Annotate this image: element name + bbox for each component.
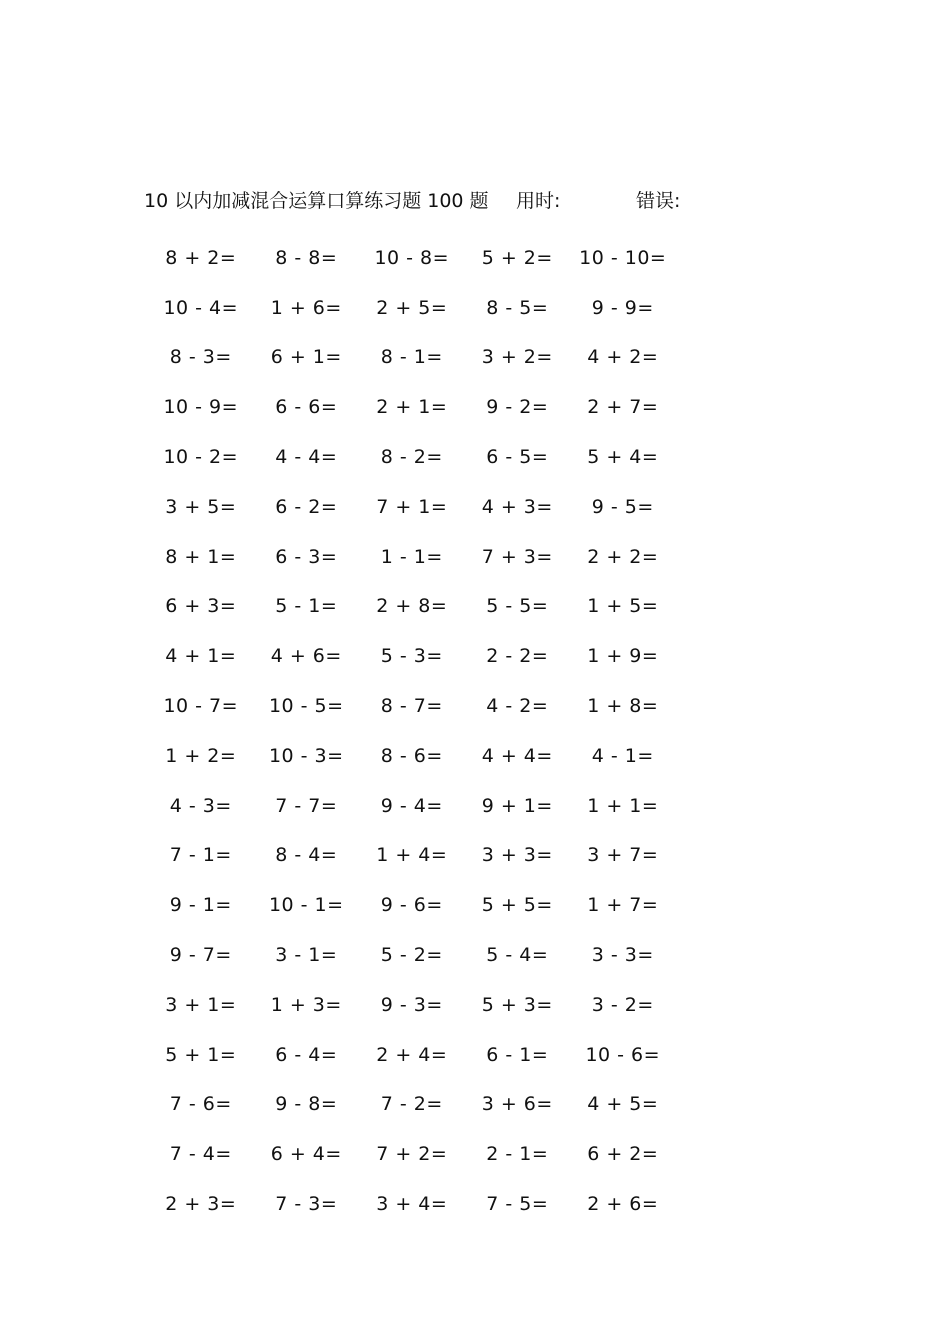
problem-item: 8 - 6= bbox=[380, 744, 443, 767]
problem-item: 8 - 2= bbox=[380, 446, 443, 469]
problem-item: 5 + 5= bbox=[481, 894, 553, 917]
problem-row bbox=[148, 980, 708, 1030]
problem-item: 6 - 2= bbox=[275, 495, 338, 518]
problem-item: 9 - 5= bbox=[591, 495, 654, 518]
problem-item: 2 + 8= bbox=[376, 595, 448, 618]
problem-row bbox=[148, 631, 708, 681]
problem-item: 1 + 8= bbox=[587, 695, 659, 718]
problem-row bbox=[148, 532, 708, 582]
problem-item: 1 + 5= bbox=[587, 595, 659, 618]
problem-item: 7 - 6= bbox=[169, 1093, 232, 1116]
problem-item: 4 - 1= bbox=[591, 744, 654, 767]
problem-item: 8 - 8= bbox=[275, 246, 338, 269]
problem-item: 9 - 2= bbox=[486, 396, 549, 419]
problem-row bbox=[148, 930, 708, 980]
problem-item: 3 + 1= bbox=[165, 993, 237, 1016]
problem-item: 4 - 4= bbox=[275, 446, 338, 469]
worksheet-title: 10 以内加减混合运算口算练习题 100 题 bbox=[144, 190, 489, 212]
problem-item: 2 + 2= bbox=[587, 545, 659, 568]
problem-item: 7 - 4= bbox=[169, 1143, 232, 1166]
problem-item: 7 + 2= bbox=[376, 1143, 448, 1166]
problem-item: 6 - 1= bbox=[486, 1043, 549, 1066]
problem-row bbox=[148, 1129, 708, 1179]
problem-item: 9 - 7= bbox=[169, 944, 232, 967]
problem-item: 8 + 2= bbox=[165, 246, 237, 269]
problem-item: 10 - 7= bbox=[163, 695, 239, 718]
problem-row bbox=[148, 1030, 708, 1080]
problem-item: 6 - 4= bbox=[275, 1043, 338, 1066]
problem-item: 1 + 6= bbox=[270, 296, 342, 319]
worksheet-header bbox=[144, 186, 764, 216]
problem-item: 1 + 9= bbox=[587, 645, 659, 668]
problem-item: 5 + 2= bbox=[481, 246, 553, 269]
problem-item: 10 - 6= bbox=[585, 1043, 661, 1066]
problem-item: 3 - 1= bbox=[275, 944, 338, 967]
problem-item: 4 + 4= bbox=[481, 744, 553, 767]
problem-item: 7 + 3= bbox=[481, 545, 553, 568]
problem-item: 2 + 6= bbox=[587, 1193, 659, 1216]
problem-item: 5 - 1= bbox=[275, 595, 338, 618]
problem-item: 1 - 1= bbox=[380, 545, 443, 568]
problem-row bbox=[148, 1179, 708, 1229]
problem-item: 3 + 7= bbox=[587, 844, 659, 867]
problem-item: 10 - 10= bbox=[579, 246, 667, 269]
problem-item: 10 - 8= bbox=[374, 246, 450, 269]
problem-item: 8 - 3= bbox=[169, 346, 232, 369]
problem-item: 8 - 1= bbox=[380, 346, 443, 369]
problem-item: 6 - 5= bbox=[486, 446, 549, 469]
problem-item: 7 - 5= bbox=[486, 1193, 549, 1216]
problem-row bbox=[148, 432, 708, 482]
error-count-label: 错误: bbox=[636, 190, 681, 212]
problem-item: 1 + 2= bbox=[165, 744, 237, 767]
problem-item: 9 + 1= bbox=[481, 794, 553, 817]
problem-row bbox=[148, 681, 708, 731]
problem-item: 10 - 5= bbox=[268, 695, 344, 718]
problem-row bbox=[148, 333, 708, 383]
problem-row bbox=[148, 233, 708, 283]
problem-row bbox=[148, 781, 708, 831]
problem-item: 4 + 6= bbox=[270, 645, 342, 668]
problem-item: 2 + 4= bbox=[376, 1043, 448, 1066]
problem-grid bbox=[148, 233, 708, 1229]
problem-item: 6 + 2= bbox=[587, 1143, 659, 1166]
problem-item: 5 + 4= bbox=[587, 446, 659, 469]
problem-item: 3 + 4= bbox=[376, 1193, 448, 1216]
problem-item: 10 - 1= bbox=[268, 894, 344, 917]
problem-item: 6 - 6= bbox=[275, 396, 338, 419]
problem-item: 2 - 1= bbox=[486, 1143, 549, 1166]
problem-item: 7 - 1= bbox=[169, 844, 232, 867]
problem-item: 1 + 1= bbox=[587, 794, 659, 817]
problem-item: 7 + 1= bbox=[376, 495, 448, 518]
problem-row bbox=[148, 731, 708, 781]
problem-item: 3 + 5= bbox=[165, 495, 237, 518]
problem-item: 5 - 2= bbox=[380, 944, 443, 967]
problem-item: 8 - 5= bbox=[486, 296, 549, 319]
problem-item: 3 + 6= bbox=[481, 1093, 553, 1116]
problem-item: 5 - 3= bbox=[380, 645, 443, 668]
problem-item: 5 - 5= bbox=[486, 595, 549, 618]
problem-item: 10 - 4= bbox=[163, 296, 239, 319]
problem-item: 2 + 7= bbox=[587, 396, 659, 419]
problem-item: 4 - 3= bbox=[169, 794, 232, 817]
problem-item: 2 + 1= bbox=[376, 396, 448, 419]
problem-item: 1 + 4= bbox=[376, 844, 448, 867]
problem-row bbox=[148, 831, 708, 881]
problem-item: 7 - 2= bbox=[380, 1093, 443, 1116]
problem-item: 5 - 4= bbox=[486, 944, 549, 967]
problem-item: 8 - 4= bbox=[275, 844, 338, 867]
problem-item: 2 - 2= bbox=[486, 645, 549, 668]
problem-row bbox=[148, 283, 708, 333]
problem-item: 6 + 1= bbox=[270, 346, 342, 369]
problem-item: 3 - 3= bbox=[591, 944, 654, 967]
problem-item: 8 + 1= bbox=[165, 545, 237, 568]
problem-row bbox=[148, 582, 708, 632]
problem-item: 7 - 3= bbox=[275, 1193, 338, 1216]
problem-item: 6 + 3= bbox=[165, 595, 237, 618]
problem-item: 4 + 1= bbox=[165, 645, 237, 668]
problem-item: 4 + 5= bbox=[587, 1093, 659, 1116]
problem-item: 3 - 2= bbox=[591, 993, 654, 1016]
problem-item: 2 + 5= bbox=[376, 296, 448, 319]
problem-item: 9 - 9= bbox=[591, 296, 654, 319]
time-used-label: 用时: bbox=[516, 190, 561, 212]
problem-item: 9 - 6= bbox=[380, 894, 443, 917]
problem-item: 3 + 2= bbox=[481, 346, 553, 369]
problem-item: 8 - 7= bbox=[380, 695, 443, 718]
problem-item: 9 - 8= bbox=[275, 1093, 338, 1116]
problem-item: 9 - 1= bbox=[169, 894, 232, 917]
problem-item: 9 - 3= bbox=[380, 993, 443, 1016]
problem-item: 7 - 7= bbox=[275, 794, 338, 817]
problem-row bbox=[148, 880, 708, 930]
problem-item: 10 - 2= bbox=[163, 446, 239, 469]
problem-row bbox=[148, 482, 708, 532]
problem-row bbox=[148, 382, 708, 432]
problem-item: 2 + 3= bbox=[165, 1193, 237, 1216]
problem-item: 10 - 9= bbox=[163, 396, 239, 419]
problem-item: 4 + 2= bbox=[587, 346, 659, 369]
problem-item: 4 - 2= bbox=[486, 695, 549, 718]
problem-item: 6 + 4= bbox=[270, 1143, 342, 1166]
problem-item: 1 + 3= bbox=[270, 993, 342, 1016]
problem-item: 6 - 3= bbox=[275, 545, 338, 568]
problem-item: 1 + 7= bbox=[587, 894, 659, 917]
problem-row bbox=[148, 1080, 708, 1130]
problem-item: 10 - 3= bbox=[268, 744, 344, 767]
problem-item: 5 + 3= bbox=[481, 993, 553, 1016]
problem-item: 9 - 4= bbox=[380, 794, 443, 817]
problem-item: 3 + 3= bbox=[481, 844, 553, 867]
problem-item: 5 + 1= bbox=[165, 1043, 237, 1066]
problem-item: 4 + 3= bbox=[481, 495, 553, 518]
